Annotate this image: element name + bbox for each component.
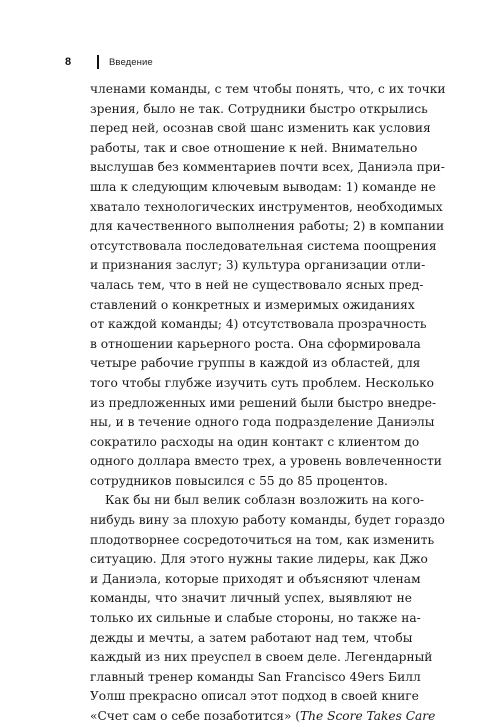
- header-divider: [97, 55, 99, 69]
- text-line: работы, так и свое отношение к ней. Внимательно: [90, 140, 418, 155]
- text-line: ситуацию. Для этого нужны такие лидеры, как Джо: [90, 552, 428, 567]
- text-line: того чтобы глубже изучить суть проблем. Несколько: [90, 375, 435, 390]
- text-line: главный тренер команды San Francisco 49ers Билл: [90, 669, 421, 684]
- text-line: членами команды, с тем чтобы понять, что, с их точки: [90, 82, 446, 96]
- text-line: от каждой команды; 4) отсутствовала прозрачность: [90, 317, 427, 332]
- text-line: команды, что значит личный успех, выявляют не: [90, 591, 412, 606]
- text-line: из предложенных ими решений были быстро внедре-: [90, 395, 437, 410]
- text-line: ставлений о конкретных и измеримых ожиданиях: [90, 297, 415, 312]
- text-line: одного доллара вместо трех, а уровень вовлеченности: [90, 454, 442, 469]
- text-line: в отношении карьерного роста. Она сформировала: [90, 336, 421, 351]
- text-line: и Даниэла, которые приходят и объясняют членам: [90, 571, 421, 586]
- text-line-final: [90, 707, 436, 727]
- text-line: только их сильные и слабые стороны, но также на-: [90, 611, 421, 626]
- text-fragment: «Счет сам о себе позаботится» (: [90, 709, 301, 723]
- text-line: выслушав без комментариев почти всех, Даниэла при-: [90, 160, 445, 175]
- text-line: перед ней, осознав свой шанс изменить как условия: [90, 121, 431, 136]
- text-line: зрения, было не так. Сотрудники быстро открылись: [90, 101, 428, 116]
- paragraph-1: [90, 80, 446, 491]
- text-line: Как бы ни был велик соблазн возложить на кого-: [105, 493, 425, 508]
- text-line: чалась тем, что в ней не существовало ясных пред-: [90, 277, 424, 292]
- paragraph-2: [90, 491, 445, 726]
- text-line: Уолш прекрасно описал этот подход в своей книге: [90, 689, 419, 704]
- section-title: Введение: [109, 56, 153, 68]
- book-title-italic: The Score Takes Care: [300, 709, 436, 723]
- text-line: нибудь вину за плохую работу команды, будет гораздо: [90, 513, 445, 528]
- text-line: шла к следующим ключевым выводам: 1) команде не: [90, 179, 436, 194]
- running-header: [65, 54, 153, 70]
- text-line: сократило расходы на один контакт с клиентом до: [90, 434, 420, 449]
- text-line: отсутствовала последовательная система поощрения: [90, 238, 437, 253]
- text-line: плодотворнее сосредоточиться на том, как изменить: [90, 532, 435, 547]
- text-line: дежды и мечты, а затем работают над тем, чтобы: [90, 630, 413, 645]
- text-line: сотрудников повысился с 55 до 85 процентов.: [90, 473, 388, 488]
- text-line: для качественного выполнения работы; 2) в компании: [90, 219, 445, 234]
- text-line: четыре рабочие группы в каждой из областей, для: [90, 356, 421, 371]
- text-line: и признания заслуг; 3) культура организации отли-: [90, 258, 426, 273]
- text-line: ны, и в течение одного года подразделение Даниэлы: [90, 415, 435, 430]
- body-text: [90, 80, 446, 727]
- text-line: каждый из них преуспел в своем деле. Легендарный: [90, 650, 433, 665]
- page-number: 8: [65, 56, 72, 68]
- text-line: хватало технологических инструментов, необходимых: [90, 199, 443, 214]
